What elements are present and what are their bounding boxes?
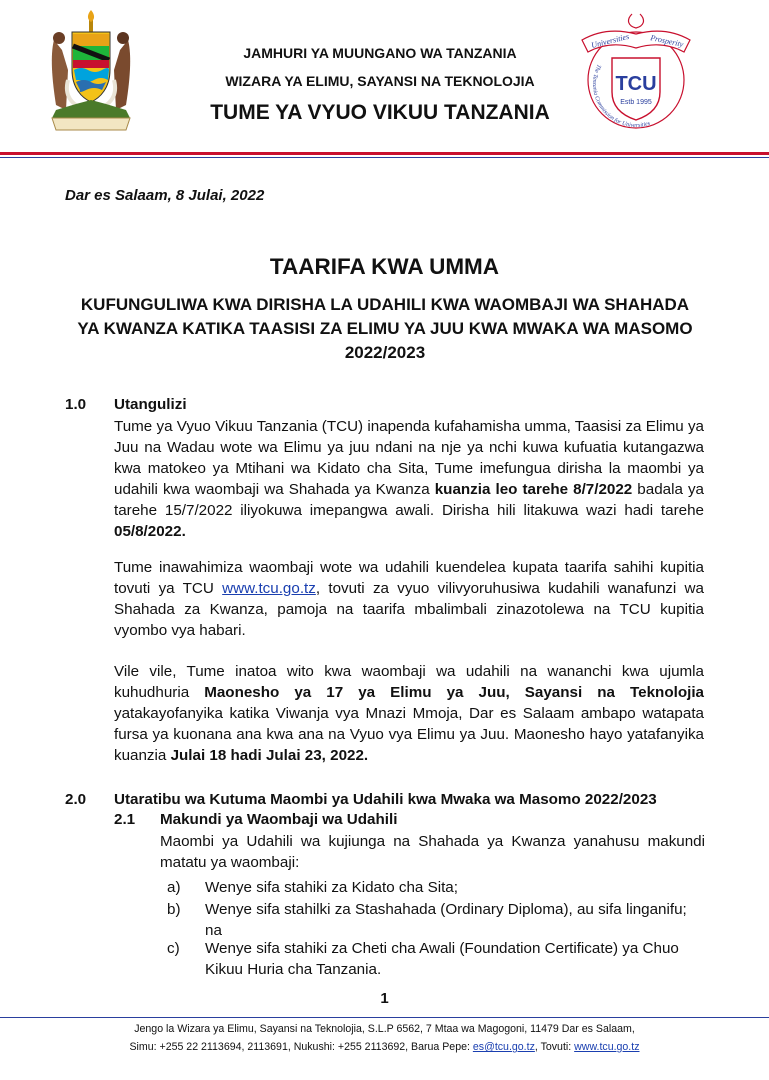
tcu-ribbon-right: Prosperity bbox=[649, 33, 685, 49]
tcu-ribbon-left: Universities bbox=[590, 31, 631, 50]
document-subtitle: KUFUNGULIWA KWA DIRISHA LA UDAHILI KWA WAOMBAJI WA SHAHADA YA KWANZA KATIKA TAASISI ZA ELIMU YA JUU KWA MWAKA WA MASOMO 2022/2023 bbox=[77, 295, 693, 362]
footer-email-link[interactable]: es@tcu.go.tz bbox=[472, 1041, 535, 1053]
tcu-established: Estb 1995 bbox=[620, 99, 652, 106]
section-1-paragraph-3: Vile vile, Tume inatoa wito kwa waombaji wa udahili na wananchi kwa ujumla kuhudhuria Maonesho ya 17 ya Elimu ya Juu, Sayansi na Teknolojia yatakayofanyika katika Viwanja vya Mnazi Mmoja, Dar es Salaam ambapo watapata fursa ya kuonana ana kwa ana na Vyuo vya Elimu ya Juu. Maonesho hayo yatafanyika kuanzia Julai 18 hadi Julai 23, 2022. bbox=[114, 663, 704, 764]
list-item-text-c: Wenye sifa stahiki za Cheti cha Awali (Foundation Certificate) ya Chuo Kikuu Huria cha Tanzania. bbox=[205, 940, 679, 978]
list-item-letter-b: b) bbox=[167, 901, 181, 918]
section-2-number: 2.0 bbox=[65, 791, 87, 808]
place-date: Dar es Salaam, 8 Julai, 2022 bbox=[65, 187, 265, 204]
section-1-paragraph-2: Tume inawahimiza waombaji wote wa udahili kuendelea kupata taarifa sahihi kupitia tovuti ya TCU www.tcu.go.tz, tovuti za vyuo vilivyoruhusiwa kudahili wanafunzi wa Shahada za Kwanza, pamoja na taarifa mbalimbali zinazotolewa na TCU kupitia vyombo vya habari. bbox=[114, 559, 704, 639]
coat-of-arms-emblem bbox=[46, 10, 136, 134]
header-republic-name: JAMHURI YA MUUNGANO WA TANZANIA bbox=[243, 45, 517, 61]
document-title: TAARIFA KWA UMMA bbox=[269, 254, 500, 279]
section-2-1-number: 2.1 bbox=[114, 811, 136, 828]
list-item-text-b: Wenye sifa stahilki za Stashahada (Ordinary Diploma), au sifa linganifu; na bbox=[205, 901, 687, 939]
section-1-number: 1.0 bbox=[65, 396, 87, 413]
header-rule-blue bbox=[0, 157, 769, 158]
tcu-ring-text: The Tanzania Commission for Universities bbox=[591, 63, 651, 129]
page-number: 1 bbox=[380, 990, 389, 1007]
footer-rule bbox=[0, 1017, 769, 1018]
list-item-letter-a: a) bbox=[167, 879, 181, 896]
list-item-text-a: Wenye sifa stahiki za Kidato cha Sita; bbox=[205, 879, 458, 896]
footer-website-link[interactable]: www.tcu.go.tz bbox=[574, 1041, 640, 1053]
footer-address: Jengo la Wizara ya Elimu, Sayansi na Teknolojia, S.L.P 6562, 7 Mtaa wa Magogoni, 11479 Dar es Salaam, bbox=[134, 1023, 635, 1035]
header-commission-name: TUME YA VYUO VIKUU TANZANIA bbox=[210, 101, 550, 124]
section-1-paragraph-1: Tume ya Vyuo Vikuu Tanzania (TCU) inapenda kufahamisha umma, Taasisi za Elimu ya Juu na Wadau wote wa Elimu ya juu ndani na nje ya nchi kuwa kufuatia kutangazwa kwa matokeo ya Mtihani wa Kidato cha Sita, Tume imefungua dirisha la maombi ya udahili kwa waombaji wa Shahada ya Kwanza kuanzia leo tarehe 8/7/2022 badala ya tarehe 15/7/2022 iliyokuwa imepangwa awali. Dirisha hili litakuwa wazi hadi tarehe 05/8/2022. bbox=[114, 418, 705, 540]
header-ministry-name: WIZARA YA ELIMU, SAYANSI NA TEKNOLOJIA bbox=[225, 73, 535, 89]
tcu-website-link[interactable]: www.tcu.go.tz bbox=[222, 580, 316, 597]
tcu-acronym: TCU bbox=[615, 73, 657, 95]
section-1-title: Utangulizi bbox=[114, 396, 187, 413]
section-2-1-intro: Maombi ya Udahili wa kujiunga na Shahada ya Kwanza yanahusu makundi matatu ya waombaji: bbox=[160, 833, 705, 871]
tcu-logo bbox=[572, 10, 700, 138]
section-2-title: Utaratibu wa Kutuma Maombi ya Udahili kwa Mwaka wa Masomo 2022/2023 bbox=[114, 791, 657, 808]
list-item-letter-c: c) bbox=[167, 940, 180, 957]
section-2-1-title: Makundi ya Waombaji wa Udahili bbox=[160, 811, 398, 828]
header-rule-red bbox=[0, 152, 769, 155]
footer-contacts: Simu: +255 22 2113694, 2113691, Nukushi: +255 2113692, Barua Pepe: es@tcu.go.tz, Tovuti: www.tcu.go.tz bbox=[129, 1041, 640, 1053]
